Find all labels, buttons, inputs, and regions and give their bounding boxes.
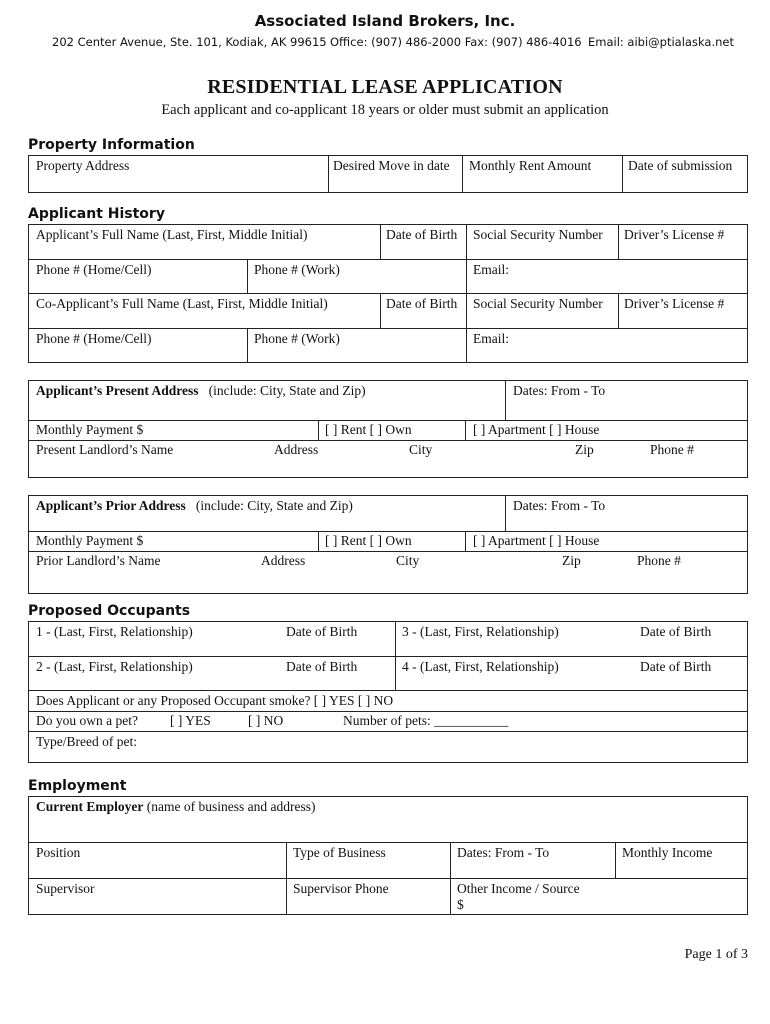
coapplicant-phone-home-field[interactable]: Phone # (Home/Cell): [36, 331, 152, 346]
present-dates-field[interactable]: Dates: From - To: [513, 383, 606, 398]
smoke-question[interactable]: Does Applicant or any Proposed Occupant smoke? [ ] YES [ ] NO: [36, 693, 394, 708]
property-address-field[interactable]: Property Address: [36, 158, 130, 173]
other-income-field[interactable]: Other Income / Source: [457, 881, 580, 896]
prior-address-label: Applicant’s Prior Address: [36, 498, 186, 513]
occupants-heading: Proposed Occupants: [28, 603, 191, 619]
monthly-rent-field[interactable]: Monthly Rent Amount: [469, 158, 592, 173]
business-type-field[interactable]: Type of Business: [293, 845, 386, 860]
occupant-1-dob-field[interactable]: Date of Birth: [286, 624, 358, 639]
present-address-field[interactable]: [36, 383, 366, 399]
company-name: Associated Island Brokers, Inc.: [254, 12, 516, 30]
occupant-2-dob-field[interactable]: Date of Birth: [286, 659, 358, 674]
applicant-email-field[interactable]: Email:: [473, 262, 509, 277]
occupant-3-field[interactable]: 3 - (Last, First, Relationship): [402, 624, 559, 639]
pet-type-field[interactable]: Type/Breed of pet:: [36, 734, 138, 749]
prior-monthly-payment-field[interactable]: Monthly Payment $: [36, 533, 144, 548]
coapplicant-ssn-field[interactable]: Social Security Number: [473, 296, 603, 311]
present-landlord-phone-field[interactable]: Phone #: [650, 442, 694, 457]
coapplicant-dob-field[interactable]: Date of Birth: [386, 296, 458, 311]
occupant-3-dob-field[interactable]: Date of Birth: [640, 624, 712, 639]
current-employer-label: Current Employer: [36, 799, 144, 814]
form-subtitle: Each applicant and co-applicant 18 years or older must submit an application: [161, 102, 609, 118]
present-landlord-name-field[interactable]: Present Landlord’s Name: [36, 442, 174, 457]
prior-apartment-house-checkboxes[interactable]: [ ] Apartment [ ] House: [473, 533, 600, 548]
occupant-4-field[interactable]: 4 - (Last, First, Relationship): [402, 659, 559, 674]
pet-question: Do you own a pet?: [36, 713, 138, 728]
pet-count-field[interactable]: Number of pets: ___________: [343, 713, 509, 728]
coapplicant-name-field[interactable]: Co-Applicant’s Full Name (Last, First, Middle Initial): [36, 296, 328, 311]
page-number: Page 1 of 3: [684, 947, 748, 962]
supervisor-phone-field[interactable]: Supervisor Phone: [293, 881, 389, 896]
present-apartment-house-checkboxes[interactable]: [ ] Apartment [ ] House: [473, 422, 600, 437]
company-email: Email: aibi@ptialaska.net: [588, 35, 734, 49]
applicant-name-field[interactable]: Applicant’s Full Name (Last, First, Middle Initial): [36, 227, 308, 242]
prior-address-field[interactable]: [36, 498, 353, 514]
present-landlord-zip-field[interactable]: Zip: [575, 442, 594, 457]
pet-yes-checkbox[interactable]: [ ] YES: [170, 713, 211, 728]
present-landlord-address-field[interactable]: Address: [274, 442, 319, 457]
present-address-label: Applicant’s Present Address: [36, 383, 199, 398]
supervisor-field[interactable]: Supervisor: [36, 881, 95, 896]
present-monthly-payment-field[interactable]: Monthly Payment $: [36, 422, 144, 437]
present-address-note: (include: City, State and Zip): [208, 383, 366, 398]
current-employer-note: (name of business and address): [146, 799, 316, 814]
company-phone-fax: Office: (907) 486-2000 Fax: (907) 486-4016: [330, 35, 582, 49]
prior-dates-field[interactable]: Dates: From - To: [513, 498, 606, 513]
company-address: 202 Center Avenue, Ste. 101, Kodiak, AK 99615: [52, 35, 327, 49]
history-heading: Applicant History: [28, 206, 165, 222]
applicant-license-field[interactable]: Driver’s License #: [624, 227, 725, 242]
prior-landlord-phone-field[interactable]: Phone #: [637, 553, 681, 568]
occupant-1-field[interactable]: 1 - (Last, First, Relationship): [36, 624, 193, 639]
applicant-phone-home-field[interactable]: Phone # (Home/Cell): [36, 262, 152, 277]
employment-dates-field[interactable]: Dates: From - To: [457, 845, 550, 860]
prior-landlord-city-field[interactable]: City: [396, 553, 420, 568]
prior-landlord-name-field[interactable]: Prior Landlord’s Name: [36, 553, 161, 568]
property-heading: Property Information: [28, 137, 195, 153]
present-landlord-city-field[interactable]: City: [409, 442, 433, 457]
occupant-4-dob-field[interactable]: Date of Birth: [640, 659, 712, 674]
prior-address-note: (include: City, State and Zip): [195, 498, 353, 513]
other-income-dollar: $: [457, 897, 464, 912]
current-employer-field[interactable]: [36, 799, 315, 815]
applicant-ssn-field[interactable]: Social Security Number: [473, 227, 603, 242]
employment-heading: Employment: [28, 778, 127, 794]
form-title: RESIDENTIAL LEASE APPLICATION: [207, 76, 563, 98]
occupant-2-field[interactable]: 2 - (Last, First, Relationship): [36, 659, 193, 674]
pet-no-checkbox[interactable]: [ ] NO: [248, 713, 284, 728]
coapplicant-license-field[interactable]: Driver’s License #: [624, 296, 725, 311]
present-rent-own-checkboxes[interactable]: [ ] Rent [ ] Own: [325, 422, 412, 437]
move-in-date-field[interactable]: Desired Move in date: [333, 158, 450, 173]
submission-date-field[interactable]: Date of submission: [628, 158, 733, 173]
position-field[interactable]: Position: [36, 845, 81, 860]
applicant-dob-field[interactable]: Date of Birth: [386, 227, 458, 242]
monthly-income-field[interactable]: Monthly Income: [622, 845, 713, 860]
prior-rent-own-checkboxes[interactable]: [ ] Rent [ ] Own: [325, 533, 412, 548]
prior-landlord-address-field[interactable]: Address: [261, 553, 306, 568]
prior-landlord-zip-field[interactable]: Zip: [562, 553, 581, 568]
coapplicant-phone-work-field[interactable]: Phone # (Work): [254, 331, 340, 346]
applicant-phone-work-field[interactable]: Phone # (Work): [254, 262, 340, 277]
coapplicant-email-field[interactable]: Email:: [473, 331, 509, 346]
